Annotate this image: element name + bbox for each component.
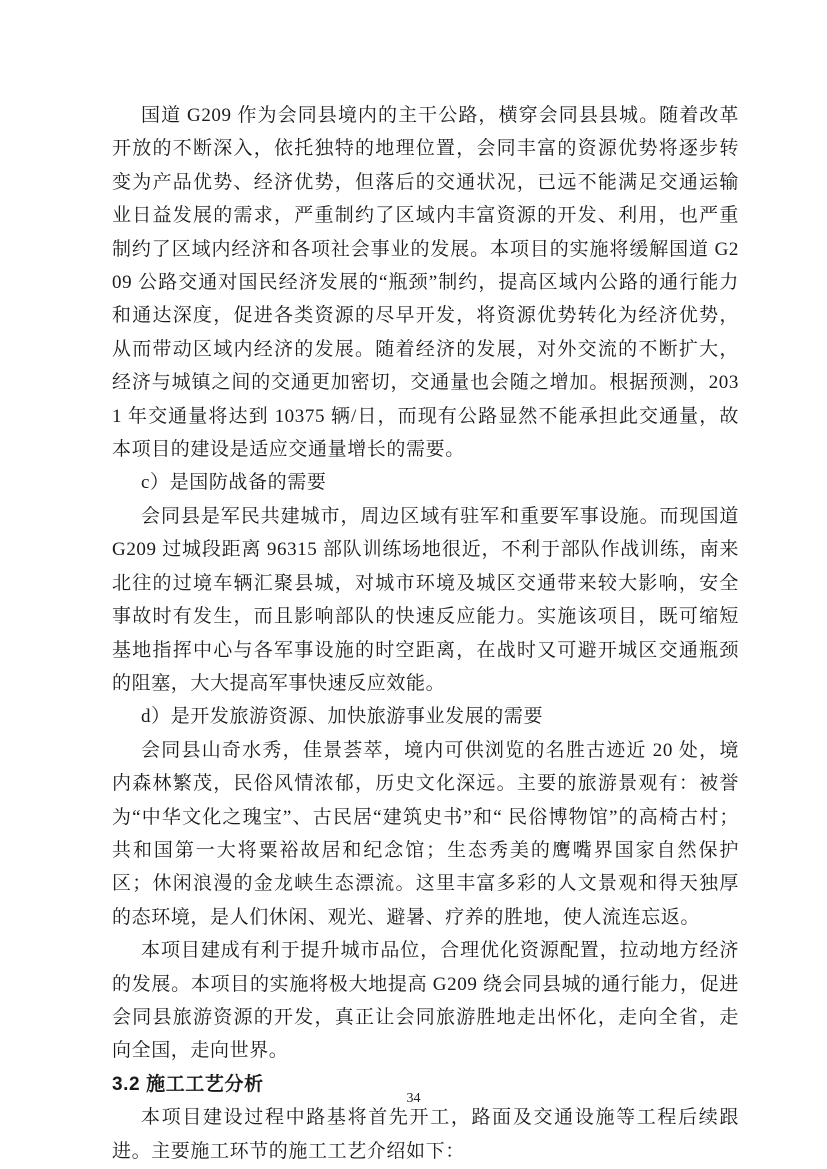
subitem-c-national-defense: c）是国防战备的需要: [141, 472, 327, 494]
paragraph-road-overview: 国道 G209 作为会同县境内的主干公路，横穿会同县县城。随着改革开放的不断深入，依托独特的地理位置，会同丰富的资源优势将逐步转变为产品优势、经济优势，但落后的交通状况，已远不能满足交通运输业日益发展的需求，严重制约了区域内丰富资源的开发、利用，也严重制约了区域内经济和各项社会事业的发展。本项目的实施将缓解国道 G209 公路交通对国民经济发展的“瓶颈”制约，提高区域内公路的通行能力和通达深度，促进各类资源的尽早开发，将资源优势转化为经济优势，从而带动区域内经济的发展。随着经济的发展，对外交流的不断扩大，经济与城镇之间的交通更加密切，交通量也会随之增加。根据预测，2031 年交通量将达到 10375 辆/日，而现有公路显然不能承担此交通量，故本项目的建设是适应交通量增长的需要。: [112, 105, 739, 461]
paragraph-tourism-resources: 会同县山奇水秀，佳景荟萃，境内可供浏览的名胜古迹近 20 处，境内森林繁茂，民俗风情浓郁，历史文化深远。主要的旅游景观有：被誉为“中华文化之瑰宝”、古民居“建筑史书”和“ 民俗博物馆”的高椅古村；共和国第一大将粟裕故居和纪念馆；生态秀美的鹰嘴界国家自然保护区；休闲浪漫的金龙峡生态漂流。这里丰富多彩的人文景观和得天独厚的态环境，是人们休闲、观光、避暑、疗养的胜地，使人流连忘返。: [112, 739, 739, 928]
paragraph-military-need: 会同县是军民共建城市，周边区域有驻军和重要军事设施。而现国道 G209 过城段距离 96315 部队训练场地很近，不利于部队作战训练，南来北往的过境车辆汇聚县城，对城市环境及城区交通带来较大影响，安全事故时有发生，而且影响部队的快速反应能力。实施该项目，既可缩短基地指挥中心与各军事设施的时空距离，在战时又可避开城区交通瓶颈的阻塞，大大提高军事快速反应效能。: [112, 505, 739, 694]
page-number: 34: [406, 1091, 421, 1106]
paragraph-city-benefit: 本项目建成有利于提升城市品位，合理优化资源配置，拉动地方经济的发展。本项目的实施将极大地提高 G209 绕会同县城的通行能力，促进会同县旅游资源的开发，真正让会同旅游胜地走出怀化，走向全省，走向全国，走向世界。: [112, 940, 739, 1062]
subitem-d-tourism: d）是开发旅游资源、加快旅游事业发展的需要: [141, 706, 544, 728]
document-body: [112, 99, 739, 1168]
section-heading-3-2: 3.2 施工工艺分析: [112, 1073, 264, 1095]
paragraph-construction-intro: 本项目建设过程中路基将首先开工，路面及交通设施等工程后续跟进。主要施工环节的施工工艺介绍如下：: [112, 1107, 739, 1162]
